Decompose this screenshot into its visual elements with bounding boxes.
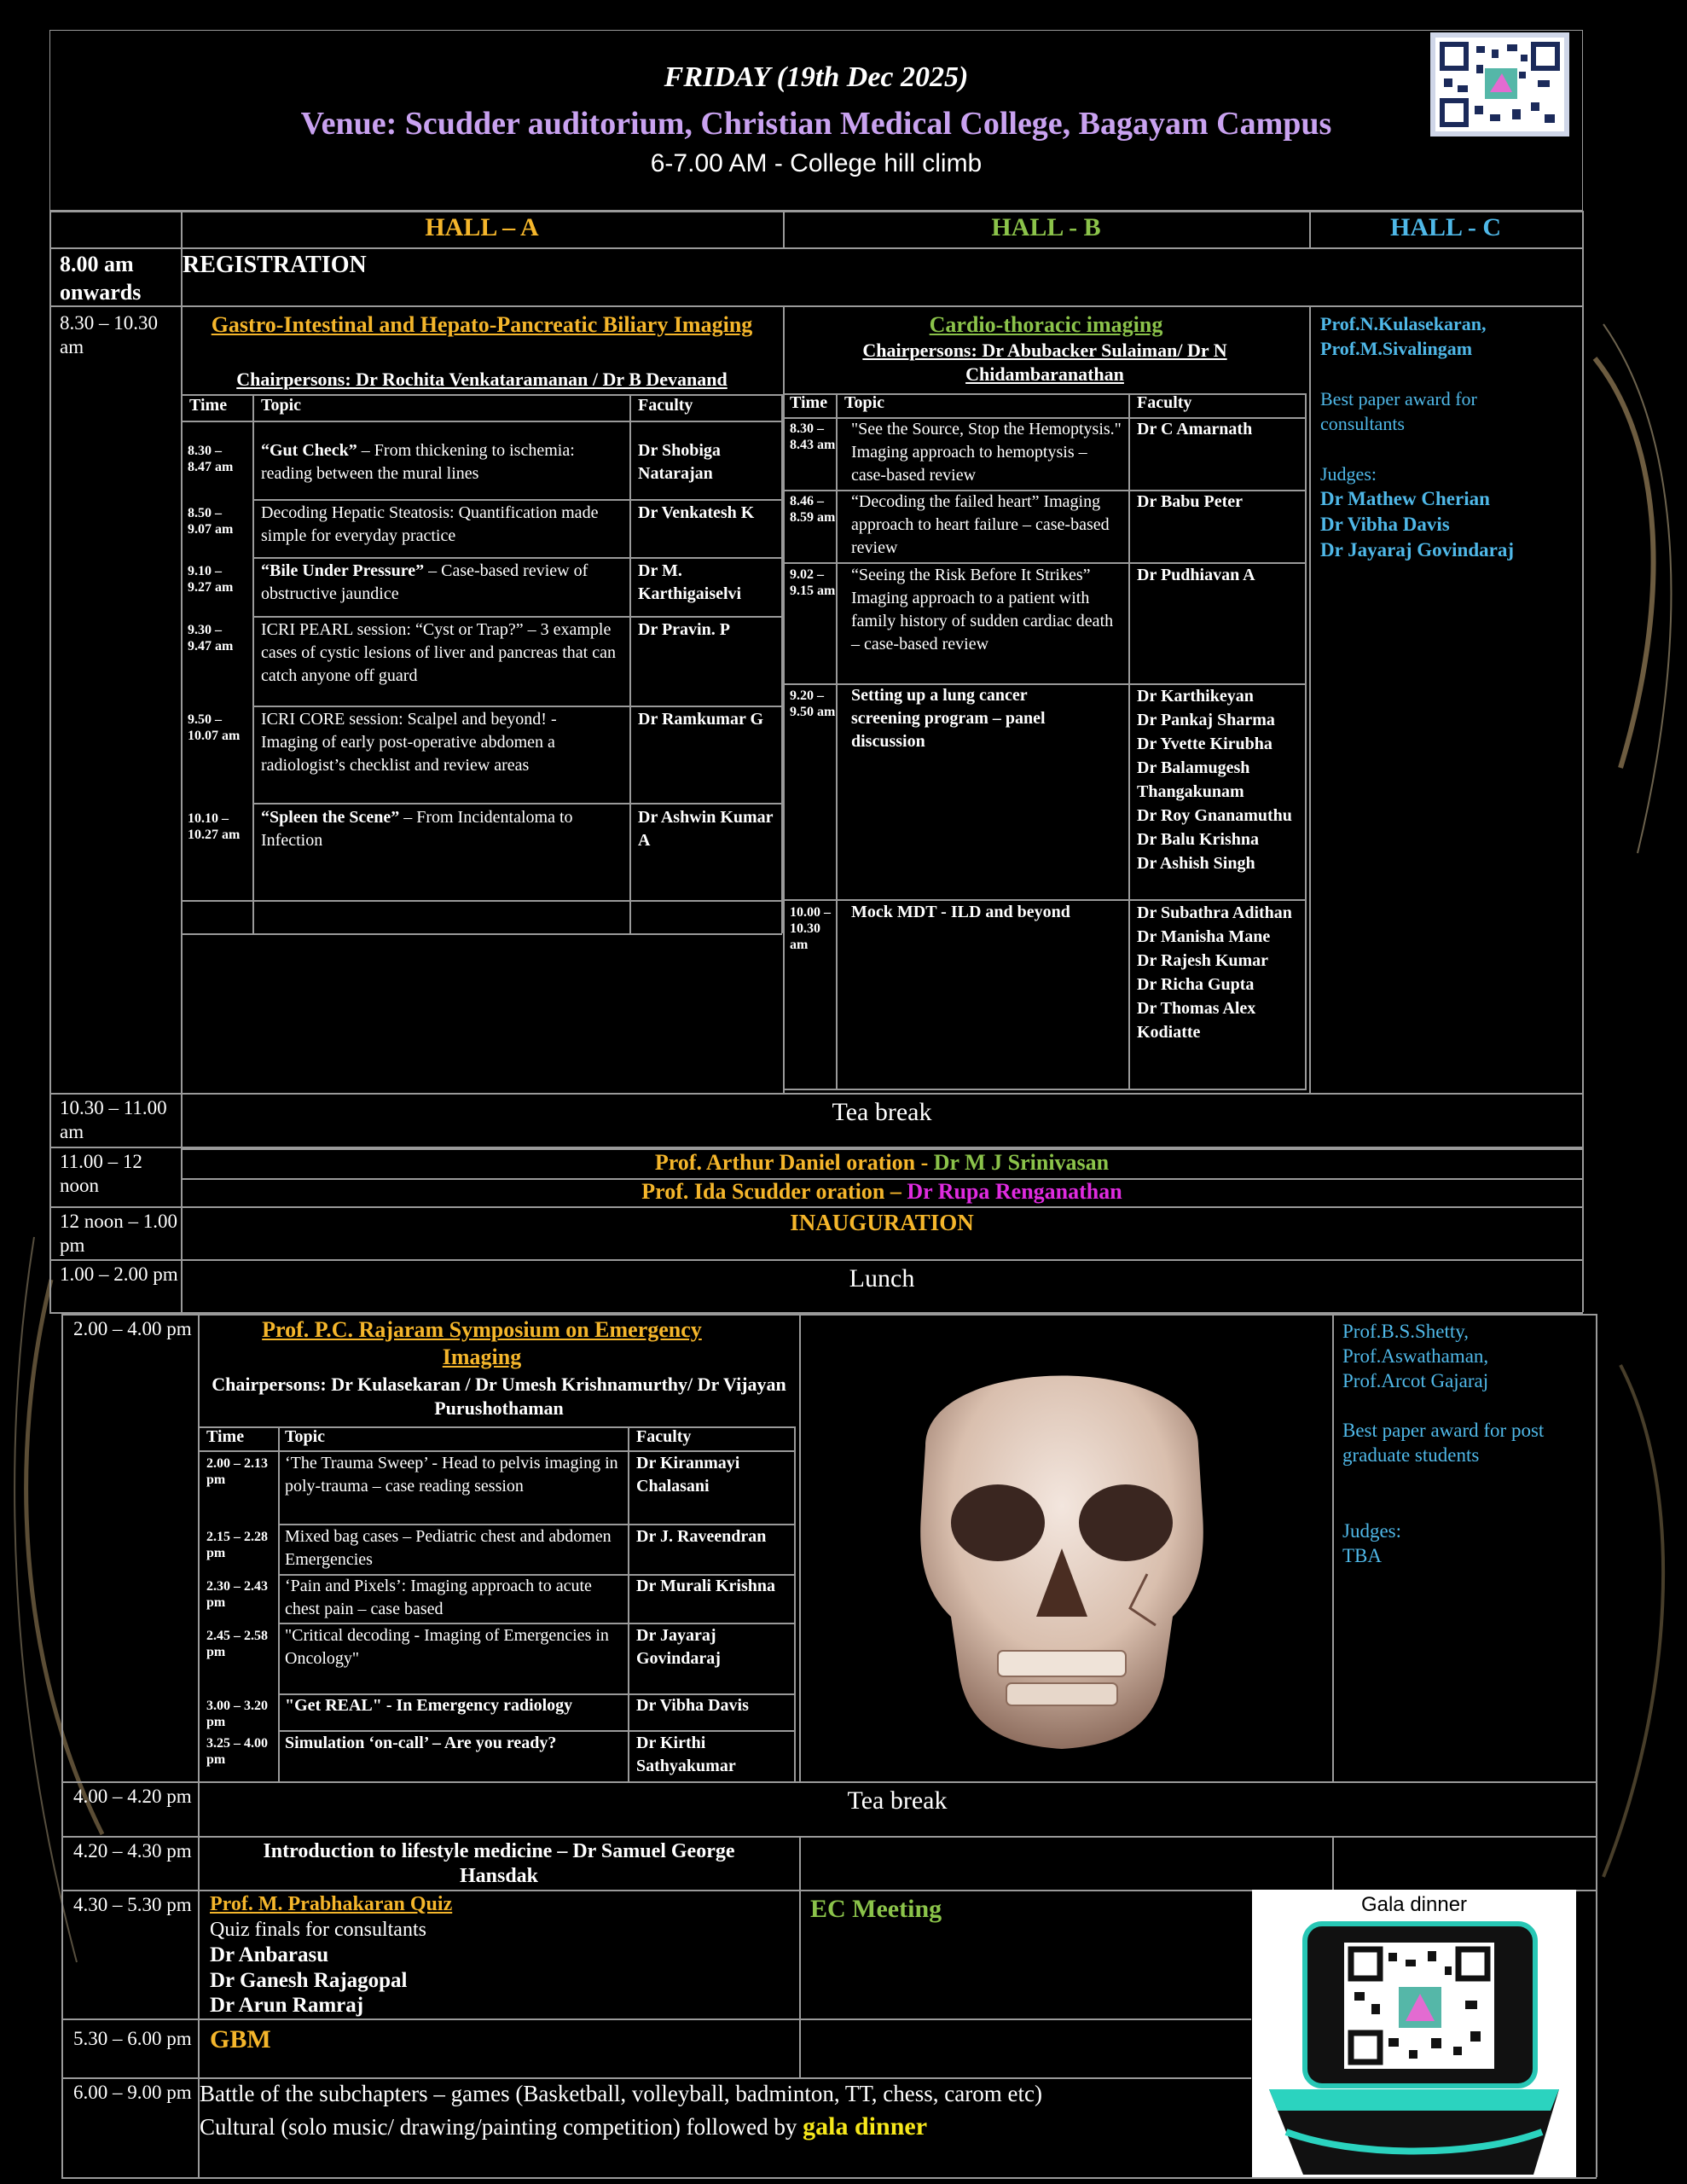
orations-time: 11.00 – 12 noon	[60, 1151, 142, 1196]
hall-b-row-4-topic: Setting up a lung cancer screening program – panel discussion	[851, 686, 1046, 751]
hall-a-row-5-topic: ICRI CORE session: Scalpel and beyond! - Imaging of early post-operative abdomen a radiologist’s checklist and review areas	[261, 710, 557, 775]
lifestyle-label: Introduction to lifestyle medicine – Dr Samuel George Hansdak	[263, 1840, 735, 1887]
symposium-col-topic: Topic	[285, 1427, 326, 1446]
gbm-label: GBM	[210, 2025, 271, 2053]
hall-b-row-1-topic: "See the Source, Stop the Hemoptysis." Imaging approach to hemoptysis – case-based review	[851, 420, 1122, 485]
hall-a-row-1-topic: “Gut Check” – From thickening to ischemia: reading between the mural lines	[261, 441, 575, 483]
symposium-row-4-time: 2.45 – 2.58 pm	[206, 1629, 268, 1659]
quiz-name-2: Dr Ganesh Rajagopal	[210, 1969, 408, 1992]
skull-left-orbit	[951, 1484, 1045, 1561]
skull-ct-image	[874, 1318, 1249, 1770]
skull-lower-teeth	[1006, 1683, 1117, 1705]
quiz-title: Prof. M. Prabhakaran Quiz	[210, 1893, 453, 1915]
registration-label: REGISTRATION	[183, 252, 367, 278]
hall-b-row-3-topic: “Seeing the Risk Before It Strikes” Imaging approach to a patient with family history of sudden cardiac death – case-based review	[851, 566, 1114, 653]
hall-b-row-3-faculty: Dr Pudhiavan A	[1137, 566, 1255, 584]
hall-a-row-1-faculty: Dr Shobiga Natarajan	[638, 441, 721, 483]
hall-a-row-1-time: 8.30 – 8.47 am	[188, 444, 234, 474]
hall-c-morning-award: Best paper award for consultants	[1320, 388, 1477, 434]
hall-b-session-title: Cardio-thoracic imaging	[929, 312, 1163, 337]
hall-b-chairpersons: Chairpersons: Dr Abubacker Sulaiman/ Dr N Chidambaranathan	[862, 340, 1227, 385]
gbm-time: 5.30 – 6.00 pm	[73, 2028, 192, 2049]
symposium-col-time: Time	[206, 1427, 245, 1446]
hall-a-row-5-time: 9.50 – 10.07 am	[188, 712, 241, 743]
qr-code-top[interactable]	[1430, 32, 1569, 136]
symposium-row-4-faculty: Dr Jayaraj Govindaraj	[636, 1626, 721, 1668]
hall-b-row-2-faculty: Dr Babu Peter	[1137, 492, 1244, 511]
hall-b-row-5-time: 10.00 – 10.30 am	[790, 905, 831, 952]
hall-b-col-time: Time	[790, 393, 828, 412]
symposium-row-6-time: 3.25 – 4.00 pm	[206, 1736, 268, 1767]
quiz-subtitle: Quiz finals for consultants	[210, 1919, 426, 1941]
hall-a-row-3-topic: “Bile Under Pressure” – Case-based review of obstructive jaundice	[261, 561, 588, 603]
quiz-time: 4.30 – 5.30 pm	[73, 1894, 192, 1915]
oration-1: Prof. Arthur Daniel oration - Dr M J Srinivasan	[654, 1150, 1110, 1175]
hall-b-row-1-faculty: Dr C Amarnath	[1137, 420, 1253, 439]
symposium-row-2-time: 2.15 – 2.28 pm	[206, 1530, 268, 1560]
hall-c-afternoon-judges: TBA	[1342, 1545, 1382, 1566]
symposium-row-4-topic: "Critical decoding - Imaging of Emergencies in Oncology"	[285, 1626, 609, 1668]
hall-a-row-2-time: 8.50 – 9.07 am	[188, 506, 234, 537]
ec-meeting-label: EC Meeting	[810, 1895, 942, 1923]
qr-code-icon	[1435, 38, 1564, 131]
lunch-label: Lunch	[849, 1264, 915, 1292]
skull-upper-teeth	[998, 1651, 1126, 1676]
hall-b-row-5-topic: Mock MDT - ILD and beyond	[851, 903, 1070, 921]
college-hill-climb: 6-7.00 AM - College hill climb	[650, 149, 983, 177]
hall-c-afternoon-award: Best paper award for post graduate students	[1342, 1420, 1545, 1466]
gala-qr-illustration	[1252, 1919, 1576, 2175]
hall-c-afternoon-judges-label: Judges:	[1342, 1520, 1401, 1542]
lunch-time: 1.00 – 2.00 pm	[60, 1263, 178, 1285]
hall-a-row-2-faculty: Dr Venkatesh K	[638, 503, 755, 522]
symposium-row-1-topic: ‘The Trauma Sweep’ - Head to pelvis imaging in poly-trauma – case reading session	[285, 1454, 618, 1496]
hall-a-row-6-topic: “Spleen the Scene” – From Incidentaloma to Infection	[261, 808, 573, 850]
registration-time: 8.00 am onwards	[60, 252, 142, 305]
hall-a-row-4-topic: ICRI PEARL session: “Cyst or Trap?” – 3 example cases of cystic lesions of liver and pancreas that can catch anyone off guard	[261, 620, 616, 685]
hall-b-col-faculty: Faculty	[1137, 393, 1192, 412]
morning-time: 8.30 – 10.30 am	[60, 312, 158, 357]
hall-a-session-title: Gastro-Intestinal and Hepato-Pancreatic Biliary Imaging	[211, 312, 753, 337]
hall-a-row-6-time: 10.10 – 10.27 am	[188, 811, 241, 842]
symposium-row-5-faculty: Dr Vibha Davis	[636, 1696, 749, 1715]
oration-2: Prof. Ida Scudder oration – Dr Rupa Renganathan	[641, 1179, 1122, 1204]
venue-title: Venue: Scudder auditorium, Christian Medical College, Bagayam Campus	[300, 106, 1332, 142]
symposium-col-faculty: Faculty	[636, 1427, 692, 1446]
symposium-row-3-time: 2.30 – 2.43 pm	[206, 1579, 268, 1610]
tea-2-time: 4.00 – 4.20 pm	[73, 1786, 192, 1807]
symposium-chairpersons: Chairpersons: Dr Kulasekaran / Dr Umesh Krishnamurthy/ Dr Vijayan Purushothaman	[212, 1374, 786, 1419]
symposium-row-5-time: 3.00 – 3.20 pm	[206, 1699, 268, 1729]
day-title: FRIDAY (19th Dec 2025)	[664, 61, 969, 93]
hall-a-row-3-time: 9.10 – 9.27 am	[188, 564, 234, 595]
hall-c-afternoon-chairs: Prof.B.S.Shetty, Prof.Aswathaman, Prof.Arcot Gajaraj	[1342, 1321, 1489, 1391]
battle-line-1: Battle of the subchapters – games (Basketball, volleyball, badminton, TT, chess, carom etc)	[200, 2081, 1042, 2106]
tea-1-label: Tea break	[832, 1098, 932, 1126]
gala-dinner-card[interactable]	[1252, 1890, 1576, 2177]
symposium-row-5-topic: "Get REAL" - In Emergency radiology	[285, 1696, 573, 1715]
hall-a-row-5-faculty: Dr Ramkumar G	[638, 710, 764, 729]
hall-a-col-topic: Topic	[261, 396, 302, 415]
afternoon-time: 2.00 – 4.00 pm	[73, 1318, 192, 1339]
symposium-row-2-faculty: Dr J. Raveendran	[636, 1527, 767, 1546]
symposium-row-3-faculty: Dr Murali Krishna	[636, 1577, 775, 1595]
symposium-row-3-topic: ‘Pain and Pixels’: Imaging approach to acute chest pain – case based	[285, 1577, 592, 1618]
hall-b-row-2-topic: “Decoding the failed heart” Imaging approach to heart failure – case-based review	[851, 492, 1110, 557]
battle-time: 6.00 – 9.00 pm	[73, 2082, 192, 2103]
hall-a-col-faculty: Faculty	[638, 396, 693, 415]
symposium-row-1-faculty: Dr Kiranmayi Chalasani	[636, 1454, 740, 1496]
hall-c-judge-1: Dr Mathew Cherian	[1320, 488, 1490, 509]
hall-b-row-2-time: 8.46 – 8.59 am	[790, 494, 836, 525]
hall-a-row-3-faculty: Dr M. Karthigaiselvi	[638, 561, 742, 603]
hall-b-row-1-time: 8.30 – 8.43 am	[790, 421, 836, 452]
symposium-row-6-faculty: Dr Kirthi Sathyakumar	[636, 1734, 736, 1775]
hall-a-row-2-topic: Decoding Hepatic Steatosis: Quantification made simple for everyday practice	[261, 503, 599, 545]
hall-a-row-4-faculty: Dr Pravin. P	[638, 620, 730, 639]
hall-b-row-4-faculty: Dr Karthikeyan Dr Pankaj Sharma Dr Yvette Kirubha Dr Balamugesh Thangakunam Dr Roy Gnanamuthu Dr Balu Krishna Dr Ashish Singh	[1137, 687, 1292, 873]
skull-right-orbit	[1079, 1484, 1173, 1561]
quiz-name-3: Dr Arun Ramraj	[210, 1994, 364, 2017]
hall-b-row-5-faculty: Dr Subathra Adithan Dr Manisha Mane Dr Rajesh Kumar Dr Richa Gupta Dr Thomas Alex Kodiatte	[1137, 903, 1292, 1042]
battle-line-2: Cultural (solo music/ drawing/painting competition) followed by gala dinner	[200, 2112, 928, 2140]
tea-1-time: 10.30 – 11.00 am	[60, 1097, 167, 1142]
symposium-row-1-time: 2.00 – 2.13 pm	[206, 1456, 268, 1487]
hall-b-col-topic: Topic	[844, 393, 885, 412]
hall-a-row-6-faculty: Dr Ashwin Kumar A	[638, 808, 774, 850]
quiz-name-1: Dr Anbarasu	[210, 1943, 329, 1966]
hall-c-judge-3: Dr Jayaraj Govindaraj	[1320, 539, 1515, 561]
hall-a-row-4-time: 9.30 – 9.47 am	[188, 623, 234, 653]
tea-2-label: Tea break	[847, 1786, 948, 1815]
symposium-title: Prof. P.C. Rajaram Symposium on Emergency Imaging	[262, 1317, 702, 1369]
hall-b-header: HALL - B	[991, 213, 1101, 241]
symposium-row-6-topic: Simulation ‘on-call’ – Are you ready?	[285, 1734, 557, 1752]
hall-a-chairpersons: Chairpersons: Dr Rochita Venkataramanan / Dr B Devanand	[236, 369, 728, 390]
lifestyle-time: 4.20 – 4.30 pm	[73, 1840, 192, 1862]
hall-a-col-time: Time	[189, 396, 228, 415]
hall-a-header: HALL – A	[425, 213, 539, 241]
hall-c-header: HALL - C	[1389, 213, 1502, 241]
gala-dinner-label: Gala dinner	[1360, 1893, 1468, 1916]
hall-b-row-4-time: 9.20 – 9.50 am	[790, 688, 836, 719]
inauguration-label: INAUGURATION	[790, 1210, 974, 1235]
symposium-row-2-topic: Mixed bag cases – Pediatric chest and abdomen Emergencies	[285, 1527, 612, 1569]
hall-b-row-3-time: 9.02 – 9.15 am	[790, 567, 836, 598]
hall-c-morning-chairs: Prof.N.Kulasekaran, Prof.M.Sivalingam	[1320, 313, 1487, 359]
hall-c-morning-judges-label: Judges:	[1320, 463, 1377, 485]
hall-c-judge-2: Dr Vibha Davis	[1320, 514, 1450, 535]
inauguration-time: 12 noon – 1.00 pm	[60, 1211, 177, 1256]
